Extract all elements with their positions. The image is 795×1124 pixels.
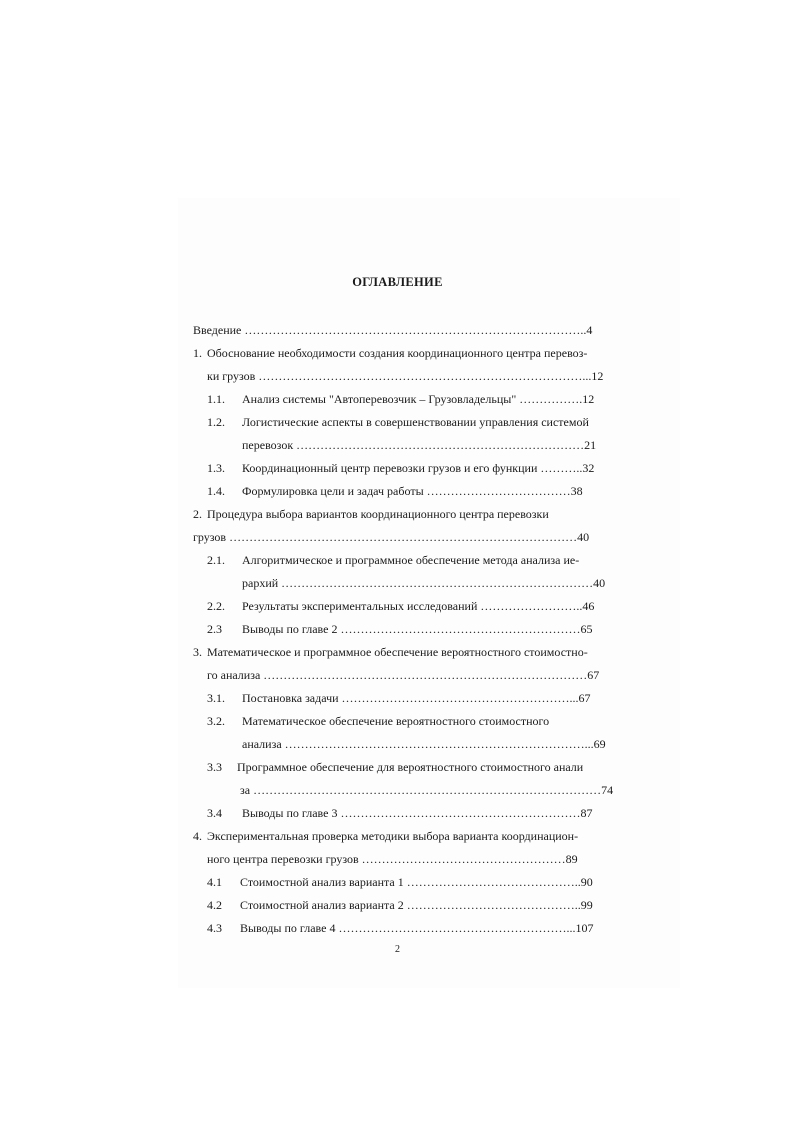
toc-entry: рархий ……………………………………………………………………40 <box>242 576 606 590</box>
toc-entry: 2. Процедура выбора вариантов координационного центра перевозки <box>193 507 549 521</box>
page-title: ОГЛАВЛЕНИЕ <box>352 275 443 289</box>
toc-entry: ки грузов ………………………………………………………………………...12 <box>207 369 604 383</box>
toc-entry: 2.2. Результаты экспериментальных исследований ……………………..46 <box>207 599 595 613</box>
toc-entry: 1.2. Логистические аспекты в совершенствовании управления системой <box>207 415 589 429</box>
toc-entry: 3. Математическое и программное обеспечение вероятностного стоимостно- <box>193 645 588 659</box>
toc-entry: 4.2 Стоимостной анализ варианта 2 ……………………………………..99 <box>207 898 593 912</box>
toc-entry: за ……………………………………………………………………………74 <box>240 783 614 797</box>
toc-entry: 1.4. Формулировка цели и задач работы ………………………………38 <box>207 484 583 498</box>
toc-entry: 3.2. Математическое обеспечение вероятностного стоимостного <box>207 714 550 728</box>
toc-entry: 3.3 Программное обеспечение для вероятностного стоимостного анали <box>207 760 584 774</box>
toc-entry: 1.1. Анализ системы "Автоперевозчик – Грузовладельцы" …………….12 <box>207 392 595 406</box>
toc-entry: 4.1 Стоимостной анализ варианта 1 ……………………………………..90 <box>207 875 593 889</box>
toc-entry: 4. Экспериментальная проверка методики выбора варианта координацион- <box>193 829 579 843</box>
toc-entry: 2.1. Алгоритмическое и программное обеспечение метода анализа ие- <box>207 553 580 567</box>
toc-entry: ного центра перевозки грузов ……………………………………………89 <box>207 852 578 866</box>
toc-entry: 1. Обоснование необходимости создания координационного центра перевоз- <box>193 346 588 360</box>
toc-entry: 2.3 Выводы по главе 2 ……………………………………………………65 <box>207 622 593 636</box>
toc-entry: перевозок ………………………………………………………………21 <box>242 438 597 452</box>
toc-entry: 1.3. Координационный центр перевозки грузов и его функции ………..32 <box>207 461 595 475</box>
toc-entry: Введение …………………………………………………………………………..4 <box>193 323 593 337</box>
toc-entry: анализа …………………………………………………………………...69 <box>242 737 606 751</box>
page-sheet <box>178 198 680 988</box>
toc-entry: 3.1. Постановка задачи …………………………………………………...67 <box>207 691 591 705</box>
toc-entry: го анализа ………………………………………………………………………67 <box>207 668 600 682</box>
toc-entry: 3.4 Выводы по главе 3 ……………………………………………………87 <box>207 806 593 820</box>
page-number: 2 <box>395 944 400 955</box>
toc-entry: грузов ……………………………………………………………………………40 <box>193 530 590 544</box>
toc-entry: 4.3 Выводы по главе 4 …………………………………………………...107 <box>207 921 594 935</box>
